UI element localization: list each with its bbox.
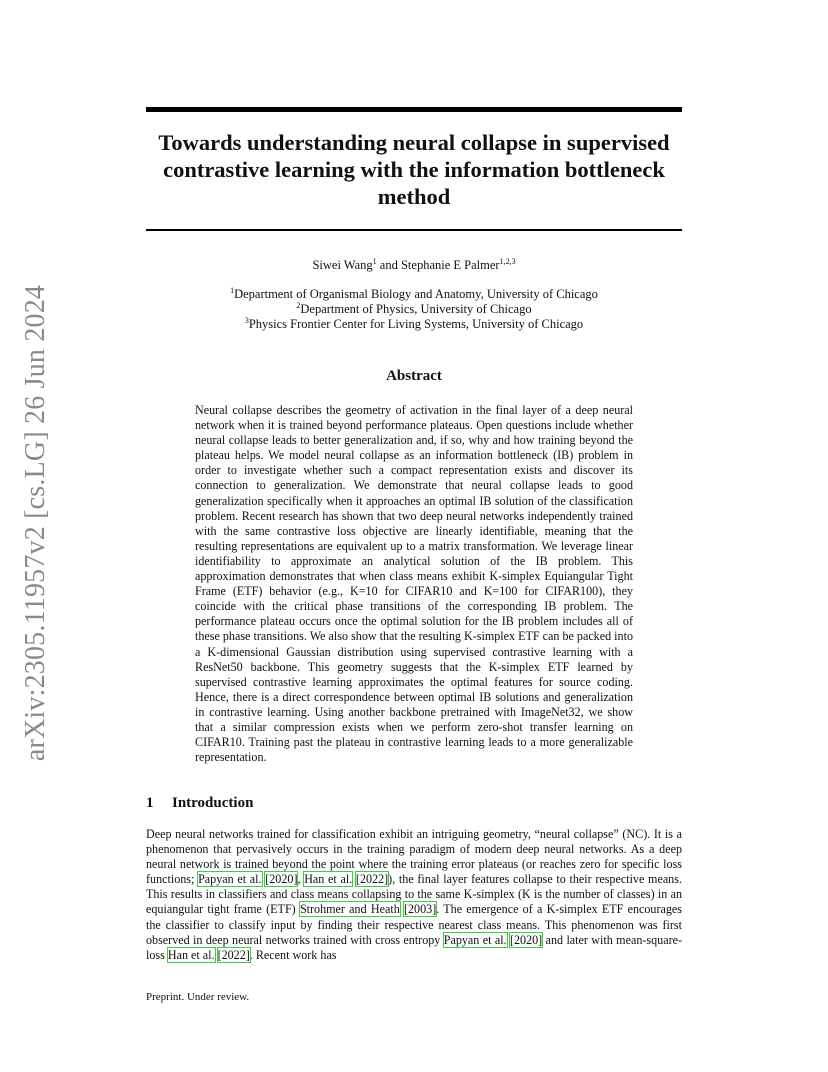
section-number: 1 bbox=[146, 795, 154, 811]
citation-link[interactable]: Han et al. bbox=[304, 872, 353, 887]
title-rule-bottom bbox=[146, 229, 682, 231]
footer-note: Preprint. Under review. bbox=[146, 991, 250, 1003]
arxiv-sidebar-stamp bbox=[14, 284, 58, 762]
citation-link[interactable]: Papyan et al. bbox=[443, 932, 507, 947]
intro-text: ), the final layer features collapse to their respective means. This results in classifiers and class means collapsing to the same K-simplex (K is the number of classes) in an equiangular tight frame (ETF) bbox=[146, 872, 682, 917]
citation-link[interactable]: [2022] bbox=[355, 872, 389, 887]
abstract-body: Neural collapse describes the geometry of activation in the final layer of a deep neural network when it is trained beyond performance plateaus. Open questions include whether neural collapse leads to better generalization and, if so, why and how training beyond the plateau helps. We model neural collapse as an information bottleneck (IB) problem in order to investigate whether such a compact representation exists and discover its connection to generalization. We demonstrate that neural collapse leads to good generalization specifically when it approaches an optimal IB solution of the classification problem. Recent research has shown that two deep neural networks independently trained with the same contrastive loss objective are linearly identifiable, meaning that the resulting representations are equivalent up to a matrix transformation. We leverage linear identifiability to approximate an analytical solution of the IB problem. This approximation demonstrates that when class means exhibit K-simplex Equiangular Tight Frame (ETF) behavior (e.g., K=10 for CIFAR10 and K=100 for CIFAR100), they coincide with the critical phase transitions of the corresponding IB problem. The performance plateau occurs once the optimal solution for the IB problem includes all of these phase transitions. We also show that the resulting K-simplex ETF can be packed into a K-dimensional Gaussian distribution using supervised contrastive learning with a ResNet50 backbone. This geometry suggests that the K-simplex ETF learned by supervised contrastive learning approximates the optimal features for source coding. Hence, there is a direct correspondence between optimal IB solutions and generalization in contrastive learning. Using another backbone pretrained with ImageNet32, we show that a similar compression exists when we perform zero-shot transfer learning on CIFAR10. Training past the plateau in contrastive learning leads to a more generalizable representation. bbox=[195, 403, 633, 765]
intro-text: Deep neural networks trained for classification exhibit an intriguing geometry, “neural collapse” (NC). It is a phenomenon that pervasively occurs in the training paradigm of modern deep neural networks. As a deep neural network is trained beyond the point where the training error plateaus (or reaches zero for specific loss functions; bbox=[146, 827, 682, 887]
intro-text: and later with mean-square-loss bbox=[146, 932, 682, 962]
affiliation-mark: 1 bbox=[230, 286, 235, 295]
section-title: Introduction bbox=[172, 795, 254, 811]
citation-link[interactable]: [2003] bbox=[403, 902, 437, 917]
author-affiliation-mark: 1,2,3 bbox=[499, 257, 516, 266]
paper-title: Towards understanding neural collapse in supervised contrastive learning with the information bottleneck method bbox=[158, 130, 670, 209]
abstract-heading: Abstract bbox=[386, 368, 442, 384]
citation-link[interactable]: [2020] bbox=[509, 932, 543, 947]
arxiv-identifier: arXiv:2305.11957v2 [cs.LG] 26 Jun 2024 bbox=[20, 284, 51, 762]
section-heading bbox=[146, 795, 253, 812]
affiliation-text: Physics Frontier Center for Living Systems, University of Chicago bbox=[248, 317, 584, 331]
affiliation-line bbox=[146, 287, 682, 302]
author-name: Stephanie E Palmer bbox=[400, 258, 500, 272]
affiliation-mark: 2 bbox=[296, 301, 301, 310]
author-affiliation-mark: 1 bbox=[372, 257, 377, 266]
author-name: Siwei Wang bbox=[312, 258, 373, 272]
citation-link[interactable]: Strohmer and Heath bbox=[299, 902, 400, 917]
author-list bbox=[146, 258, 682, 273]
affiliation-mark: 3 bbox=[244, 316, 249, 325]
intro-paragraph bbox=[146, 827, 682, 963]
affiliation-text: Department of Organismal Biology and Anatomy, University of Chicago bbox=[234, 287, 598, 301]
citation-link[interactable]: [2022] bbox=[217, 947, 250, 962]
affiliation-text: Department of Physics, University of Chicago bbox=[300, 302, 532, 316]
citation-link[interactable]: Han et al. bbox=[167, 947, 215, 962]
intro-text: , bbox=[297, 872, 305, 887]
citation-link[interactable]: [2020] bbox=[265, 872, 298, 887]
citation-link[interactable]: Papyan et al. bbox=[198, 872, 262, 887]
affiliation-list bbox=[146, 287, 682, 332]
intro-text: . Recent work has bbox=[249, 947, 337, 962]
author-conjunction: and bbox=[376, 258, 401, 272]
affiliation-line bbox=[146, 302, 682, 317]
intro-text: . The emergence of a K-simplex ETF encourages the classifier to classify input by finding their respective nearest class means. This phenomenon was first observed in deep neural networks trained with cross entropy bbox=[146, 902, 682, 947]
title-rule-top bbox=[146, 107, 682, 112]
affiliation-line bbox=[146, 317, 682, 332]
